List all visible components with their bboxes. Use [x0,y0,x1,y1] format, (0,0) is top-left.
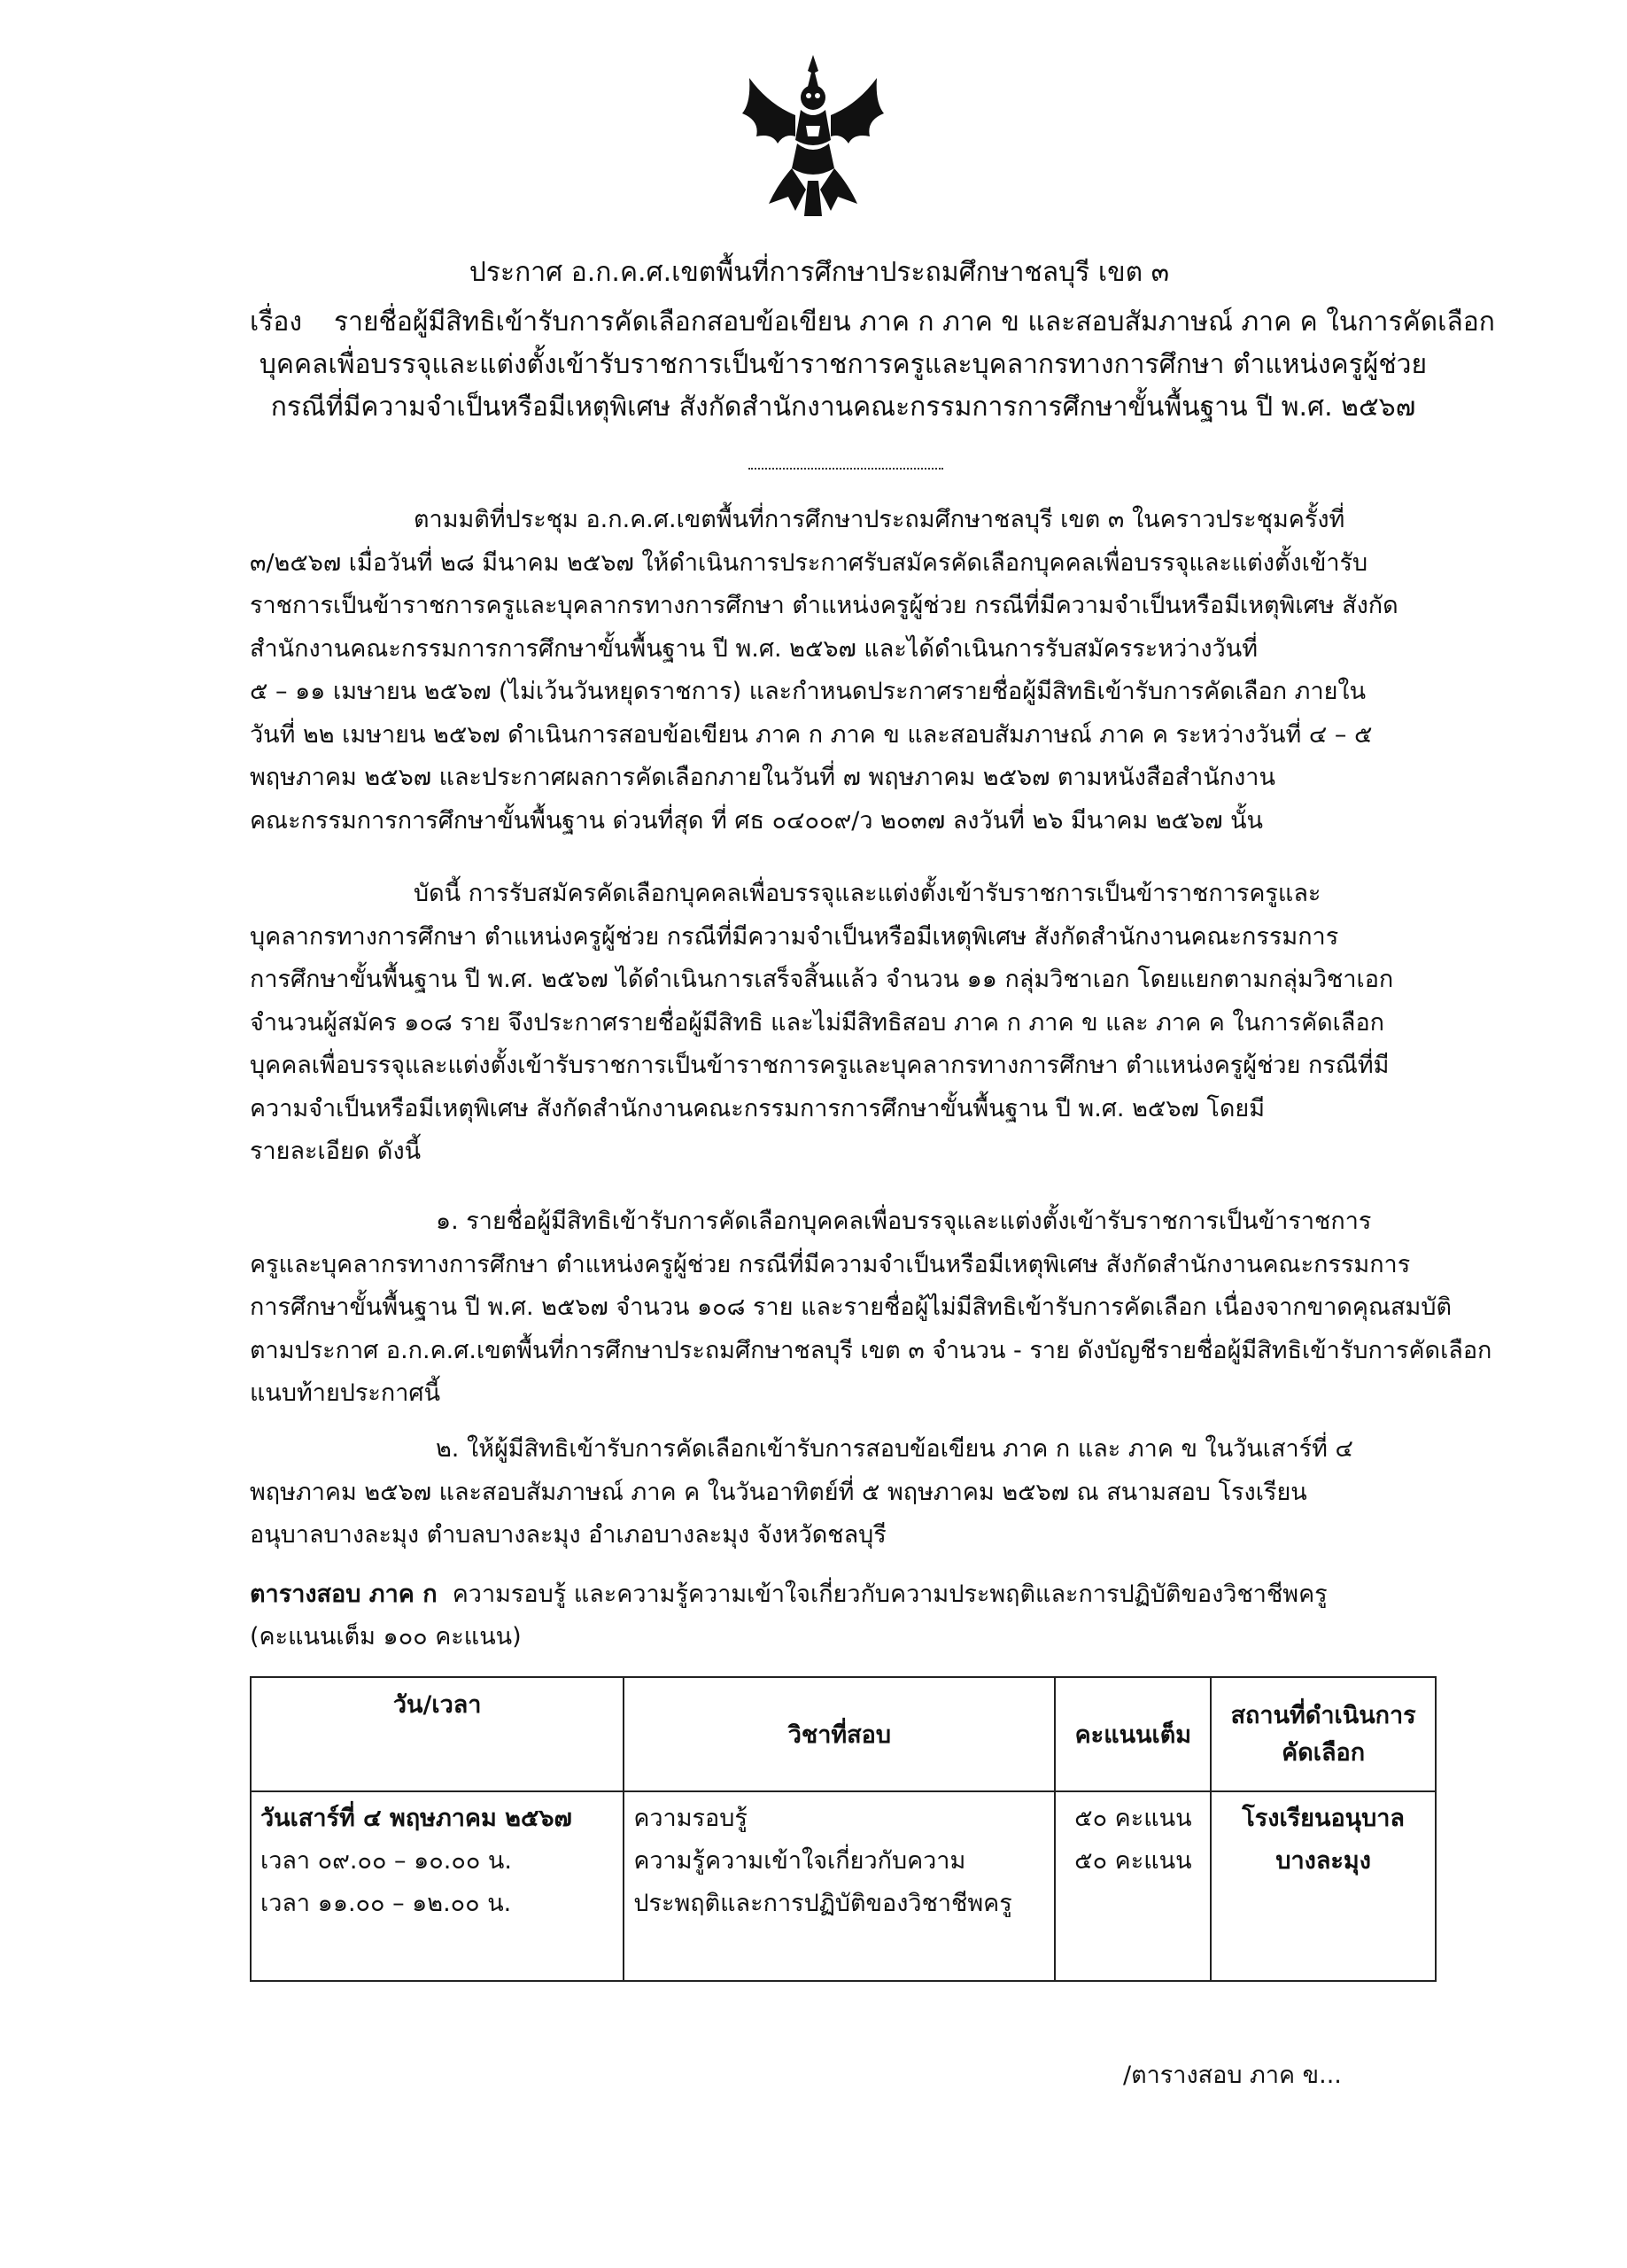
subject-label: เรื่อง [250,307,303,338]
paragraph-item-2 [250,1428,1437,1557]
text-line: บุคคลเพื่อบรรจุและแต่งตั้งเข้ารับราชการเป็นข้าราชการครูและบุคลากรทางการศึกษา ตำแหน่งครูผู้ช่วย กรณีที่มี [250,1052,1390,1079]
text-line: ๒. ให้ผู้มีสิทธิเข้ารับการคัดเลือกเข้ารับการสอบข้อเขียน ภาค ก และ ภาค ข ในวันเสาร์ที่ ๔ [436,1435,1353,1463]
cell-venue [1211,1791,1436,1981]
text-line: คณะกรรมการการศึกษาขั้นพื้นฐาน ด่วนที่สุด ที่ ศธ ๐๔๐๐๙/ว ๒๐๓๗ ลงวันที่ ๒๖ มีนาคม ๒๕๖๗ นั้น [250,806,1264,835]
exam-score: ๕๐ คะแนน [1074,1847,1192,1875]
text-line: ความจำเป็นหรือมีเหตุพิเศษ สังกัดสำนักงานคณะกรรมการการศึกษาขั้นพื้นฐาน ปี พ.ศ. ๒๕๖๗ โดยมี [250,1094,1266,1122]
exam-venue: โรงเรียนอนุบาล [1242,1805,1405,1832]
cell-score [1055,1791,1211,1981]
text-line: จำนวนผู้สมัคร ๑๐๘ ราย จึงประกาศรายชื่อผู้มีสิทธิ และไม่มีสิทธิสอบ ภาค ก ภาค ข และ ภาค ค ในการคัดเลือก [250,1008,1385,1037]
text-line: การศึกษาขั้นพื้นฐาน ปี พ.ศ. ๒๕๖๗ จำนวน ๑๐๘ ราย และรายชื่อผู้ไม่มีสิทธิเข้ารับการคัดเลือก เนื่องจากขาดคุณสมบัติ [250,1293,1452,1321]
table-row [251,1791,1436,1981]
text-line: แนบท้ายประกาศนี้ [250,1379,441,1407]
column-header-datetime: วัน/เวลา [251,1677,624,1791]
exam-time: เวลา ๑๑.๐๐ – ๑๒.๐๐ น. [260,1890,512,1917]
exam-venue: บางละมุง [1275,1847,1371,1875]
text-line: ราชการเป็นข้าราชการครูและบุคลากรทางการศึกษา ตำแหน่งครูผู้ช่วย กรณีที่มีความจำเป็นหรือมีเหตุพิเศษ สังกัด [250,592,1398,619]
text-line: ครูและบุคลากรทางการศึกษา ตำแหน่งครูผู้ช่วย กรณีที่มีความจำเป็นหรือมีเหตุพิเศษ สังกัดสำนักงานคณะกรรมการ [250,1250,1411,1278]
text-line: บุคลากรทางการศึกษา ตำแหน่งครูผู้ช่วย กรณีที่มีความจำเป็นหรือมีเหตุพิเศษ สังกัดสำนักงานคณะกรรมการ [250,922,1339,951]
text-line: อนุบาลบางละมุง ตำบลบางละมุง อำเภอบางละมุง จังหวัดชลบุรี [250,1521,887,1549]
text-line: พฤษภาคม ๒๕๖๗ และประกาศผลการคัดเลือกภายในวันที่ ๗ พฤษภาคม ๒๕๖๗ ตามหนังสือสำนักงาน [250,764,1275,791]
column-header-score: คะแนนเต็ม [1055,1677,1211,1791]
schedule-description: ความรอบรู้ และความรู้ความเข้าใจเกี่ยวกับความประพฤติและการปฏิบัติของวิชาชีพครู [452,1581,1328,1608]
subject-line: บุคคลเพื่อบรรจุและแต่งตั้งเข้ารับราชการเป็นข้าราชการครูและบุคลากรทางการศึกษา ตำแหน่งครูผู้ช่วย [259,349,1428,380]
subject-line: รายชื่อผู้มีสิทธิเข้ารับการคัดเลือกสอบข้อเขียน ภาค ก ภาค ข และสอบสัมภาษณ์ ภาค ค ในการคัดเลือก [334,307,1495,338]
schedule-heading [250,1573,1437,1658]
column-header-subject: วิชาที่สอบ [624,1677,1055,1791]
venue-header-line: สถานที่ดำเนินการ [1230,1701,1416,1729]
paragraph-item-1 [250,1200,1492,1416]
garuda-emblem-icon [733,51,893,220]
text-line: ตามประกาศ อ.ก.ค.ศ.เขตพื้นที่การศึกษาประถมศึกษาชลบุรี เขต ๓ จำนวน - ราย ดังบัญชีรายชื่อผู้มีสิทธิเข้ารับการคัดเลือก [250,1336,1492,1364]
exam-date: วันเสาร์ที่ ๔ พฤษภาคม ๒๕๖๗ [260,1805,572,1832]
exam-subject: ประพฤติและการปฏิบัติของวิชาชีพครู [633,1890,1012,1917]
text-line: วันที่ ๒๒ เมษายน ๒๕๖๗ ดำเนินการสอบข้อเขียน ภาค ก ภาค ข และสอบสัมภาษณ์ ภาค ค ระหว่างวันที่ ๔ – ๕ [250,720,1373,749]
text-line: พฤษภาคม ๒๕๖๗ และสอบสัมภาษณ์ ภาค ค ในวันอาทิตย์ที่ ๕ พฤษภาคม ๒๕๖๗ ณ สนามสอบ โรงเรียน [250,1478,1307,1506]
text-line: บัดนี้ การรับสมัครคัดเลือกบุคคลเพื่อบรรจุและแต่งตั้งเข้ารับราชการเป็นข้าราชการครูและ [414,880,1321,907]
cell-subject [624,1791,1055,1981]
exam-score: ๕๐ คะแนน [1074,1805,1192,1832]
exam-subject: ความรอบรู้ [633,1805,748,1832]
paragraph-announcement [250,873,1437,1174]
exam-schedule-table [250,1676,1437,1982]
venue-header-line: คัดเลือก [1282,1738,1366,1767]
text-line: ตามมติที่ประชุม อ.ก.ค.ศ.เขตพื้นที่การศึกษาประถมศึกษาชลบุรี เขต ๓ ในคราวประชุมครั้งที่ [414,506,1345,533]
subject-line: กรณีที่มีความจำเป็นหรือมีเหตุพิเศษ สังกัดสำนักงานคณะกรรมการการศึกษาขั้นพื้นฐาน ปี พ.ศ. ๒๕๖๗ [270,392,1416,423]
column-header-venue [1211,1677,1436,1791]
exam-time: เวลา ๐๙.๐๐ – ๑๐.๐๐ น. [260,1847,512,1875]
paragraph-background [250,499,1437,843]
announcement-subject [250,301,1495,429]
schedule-label: ตารางสอบ ภาค ก [250,1581,438,1608]
text-line: การศึกษาขั้นพื้นฐาน ปี พ.ศ. ๒๕๖๗ ได้ดำเนินการเสร็จสิ้นแล้ว จำนวน ๑๑ กลุ่มวิชาเอก โดยแยกตามกลุ่มวิชาเอก [250,966,1394,993]
text-line: ๓/๒๕๖๗ เมื่อวันที่ ๒๘ มีนาคม ๒๕๖๗ ให้ดำเนินการประกาศรับสมัครคัดเลือกบุคคลเพื่อบรรจุและแต่งตั้งเข้ารับ [250,548,1368,577]
text-line: ๕ – ๑๑ เมษายน ๒๕๖๗ (ไม่เว้นวันหยุดราชการ) และกำหนดประกาศรายชื่อผู้มีสิทธิเข้ารับการคัดเลือก ภายใน [250,678,1367,705]
table-header-row [251,1677,1436,1791]
continuation-note: /ตารางสอบ ภาค ข... [1123,2062,1342,2089]
schedule-note: (คะแนนเต็ม ๑๐๐ คะแนน) [250,1623,522,1651]
divider [748,468,943,470]
text-line: ๑. รายชื่อผู้มีสิทธิเข้ารับการคัดเลือกบุคคลเพื่อบรรจุและแต่งตั้งเข้ารับราชการเป็นข้าราชการ [436,1208,1372,1235]
exam-subject: ความรู้ความเข้าใจเกี่ยวกับความ [633,1847,966,1875]
text-line: รายละเอียด ดังนี้ [250,1138,422,1165]
announcement-title: ประกาศ อ.ก.ค.ศ.เขตพื้นที่การศึกษาประถมศึกษาชลบุรี เขต ๓ [469,257,1170,288]
cell-datetime [251,1791,624,1981]
text-line: สำนักงานคณะกรรมการการศึกษาขั้นพื้นฐาน ปี พ.ศ. ๒๕๖๗ และได้ดำเนินการรับสมัครระหว่างวันที่ [250,634,1259,663]
